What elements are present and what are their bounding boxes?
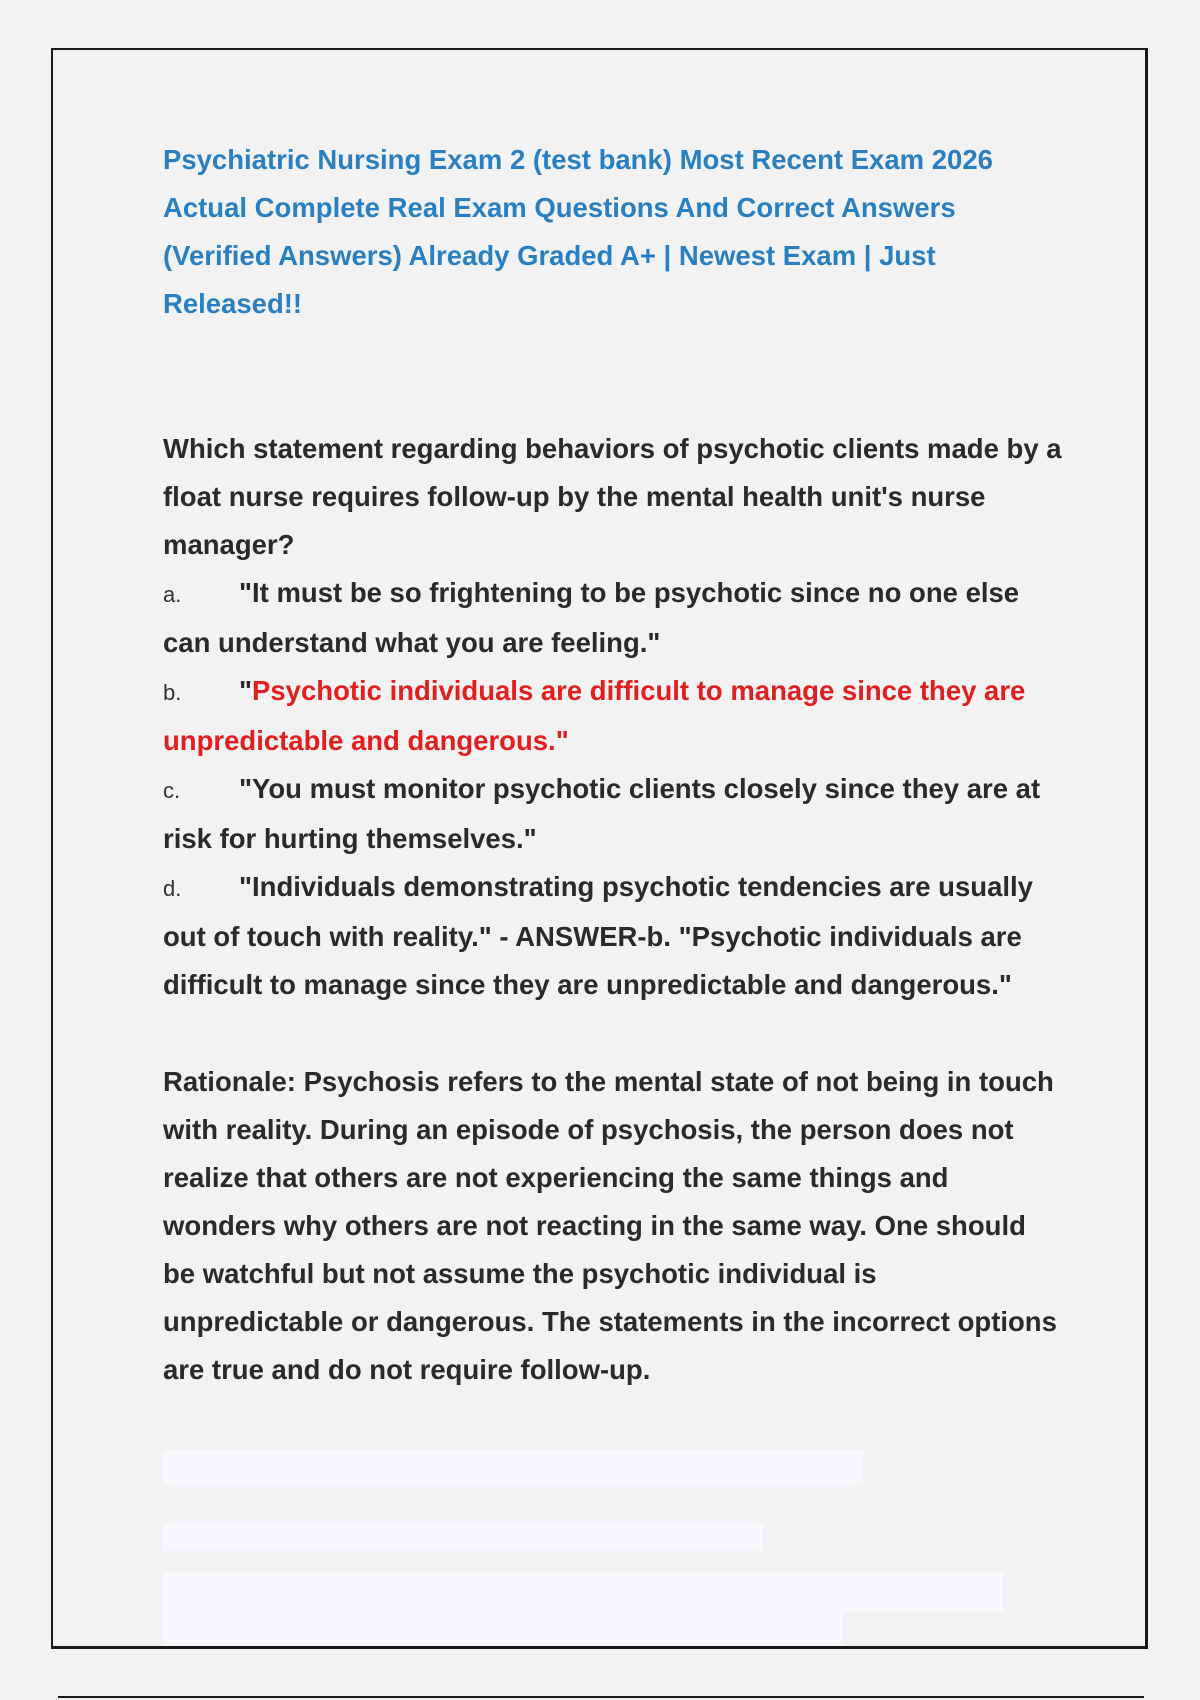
question-stem: Which statement regarding behaviors of psychotic clients made by a float nurse requires follow-up by the mental health unit's nurse manager? xyxy=(163,433,1062,560)
faint-highlight xyxy=(163,1612,843,1646)
option-quote-mark: " xyxy=(239,675,253,706)
option-letter: a. xyxy=(163,582,182,607)
question-block xyxy=(163,425,1063,1009)
option-text: "You must monitor psychotic clients closely since they are at risk for hurting themselves." xyxy=(163,773,1041,854)
option-letter: d. xyxy=(163,876,182,901)
document-content xyxy=(163,136,1063,1394)
option-text: "It must be so frightening to be psychotic since no one else can understand what you are feeling." xyxy=(163,577,1020,658)
document-title: Psychiatric Nursing Exam 2 (test bank) Most Recent Exam 2026 Actual Complete Real Exam Questions And Correct Answers (Verified Answers) Already Graded A+ | Newest Exam | Just Released!! xyxy=(163,144,993,319)
option-text: "Individuals demonstrating psychotic tendencies are usually out of touch with reality." - ANSWER-b. "Psychotic individuals are difficult to manage since they are unpredictable and dangerous." xyxy=(163,871,1033,1000)
faint-highlight xyxy=(163,1450,863,1485)
option-c xyxy=(163,765,1063,863)
faint-highlight xyxy=(163,1572,1003,1612)
faint-highlight xyxy=(163,1523,763,1551)
option-text-correct: Psychotic individuals are difficult to manage since they are unpredictable and dangerous." xyxy=(163,675,1026,756)
option-a xyxy=(163,569,1063,667)
option-letter: b. xyxy=(163,680,182,705)
rationale: Rationale: Psychosis refers to the mental state of not being in touch with reality. During an episode of psychosis, the person does not realize that others are not experiencing the same things and wonders why others are not reacting in the same way. One should be watchful but not assume the psychotic individual is unpredictable or dangerous. The statements in the incorrect options are true and do not require follow-up. xyxy=(163,1066,1057,1385)
page-bottom-rule xyxy=(58,1696,1144,1698)
option-d xyxy=(163,863,1063,1009)
option-letter: c. xyxy=(163,778,181,803)
option-b xyxy=(163,667,1063,765)
